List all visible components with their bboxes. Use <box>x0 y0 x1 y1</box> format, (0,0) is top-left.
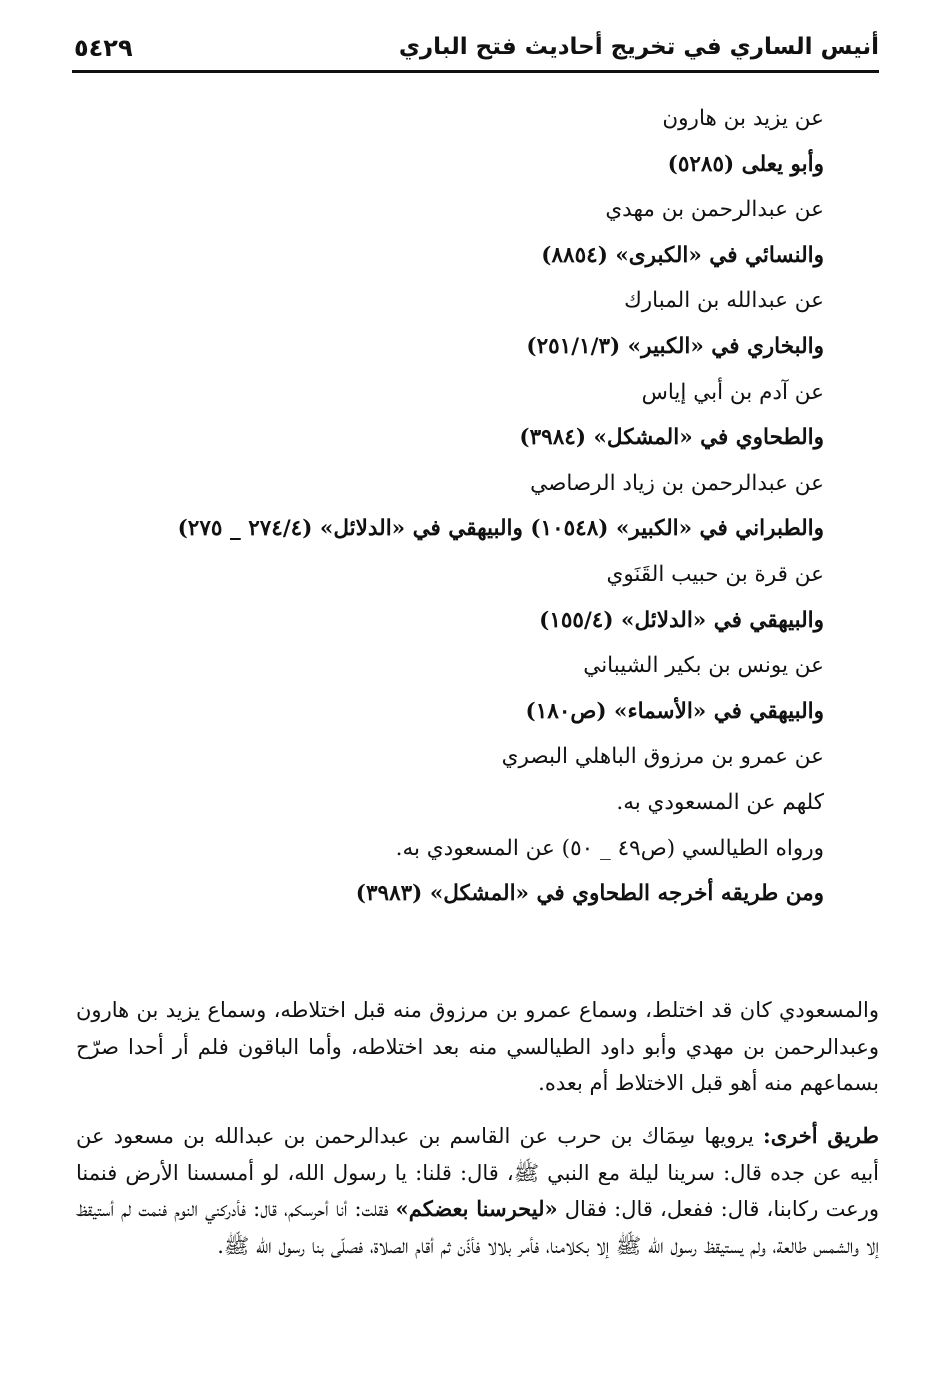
narrator-line: عن عبدالله بن المبارك <box>624 288 824 314</box>
source-citation-line: والطبراني في «الكبير» (١٠٥٤٨) والبيهقي في «الدلائل» (٢٧٤/٤ _ ٢٧٥) <box>177 516 824 542</box>
source-citation-line: والبخاري في «الكبير» (٢٥١/١/٣) <box>526 333 824 359</box>
narrator-line: عن قرة بن حبيب القَنَوي <box>606 561 824 587</box>
paragraph-lead: طريق أخرى: <box>762 1123 880 1148</box>
commentary-text: والمسعودي كان قد اختلط، وسماع عمرو بن مرزوق منه قبل اختلاطه، وسماع يزيد بن هارون وعبدالرحمن بن مهدي وأبو داود الطيالسي منه بعد اختلاطه، وأما الباقون فلم أر أحدا صرّح بسماعهم منه أهو قبل الاختلاط أم بعده. <box>76 998 879 1095</box>
narrator-line: عن آدم بن أبي إياس <box>641 379 824 405</box>
hadith-quote: «ليحرسنا بعضكم» <box>395 1196 558 1221</box>
source-citation-line: ومن طريقه أخرجه الطحاوي في «المشكل» (٣٩٨٣) <box>355 881 824 907</box>
running-title: أنيس الساري في تخريج أحاديث فتح الباري <box>398 34 879 60</box>
source-citation-line: وأبو يعلى (٥٢٨٥) <box>667 151 824 177</box>
page-header <box>72 28 879 73</box>
source-citation-line: والنسائي في «الكبرى» (٨٨٥٤) <box>541 242 824 268</box>
another-route-paragraph <box>76 1118 879 1264</box>
source-citation-line: والطحاوي في «المشكل» (٣٩٨٤) <box>519 425 824 451</box>
narrator-line: ورواه الطيالسي (ص٤٩ _ ٥٠) عن المسعودي به. <box>395 835 824 861</box>
source-citation-line: والبيهقي في «الأسماء» (ص١٨٠) <box>525 698 824 724</box>
page-number: ٥٤٢٩ <box>74 34 133 62</box>
commentary-paragraph <box>76 992 879 1102</box>
hadith-text-part-2: فقلت: أنا أحرسكم، قال: فأدركني النوم فنمت لم أستيقظ إلا والشمس طالعة، ولم يستيقظ رسول الله ﷺ إلا بكلامنا، فأمر بلالا فأذّن ثم أقام الصلاة، فصلّى بنا رسول الله ﷺ. <box>76 1197 879 1258</box>
narrator-line: عن عمرو بن مرزوق الباهلي البصري <box>501 744 824 770</box>
source-citation-line: والبيهقي في «الدلائل» (١٥٥/٤) <box>539 607 824 633</box>
hadith-text-part-1: يرويها سِمَاك بن حرب عن القاسم بن عبدالرحمن بن عبدالله بن مسعود عن أبيه عن جده قال: سرينا ليلة مع النبي ﷺ، قال: قلنا: يا رسول الله، لو أمسسنا الأرض فنمنا ورعت ركابنا، قال: ففعل، قال: فقال <box>76 1124 879 1221</box>
isnad-chain-list <box>124 96 824 917</box>
narrator-line: عن يزيد بن هارون <box>662 106 824 131</box>
narrator-line: عن عبدالرحمن بن زياد الرصاصي <box>530 470 824 496</box>
narrator-line: عن عبدالرحمن بن مهدي <box>605 197 824 223</box>
narrator-line: كلهم عن المسعودي به. <box>616 789 824 815</box>
narrator-line: عن يونس بن بكير الشيباني <box>583 653 824 679</box>
